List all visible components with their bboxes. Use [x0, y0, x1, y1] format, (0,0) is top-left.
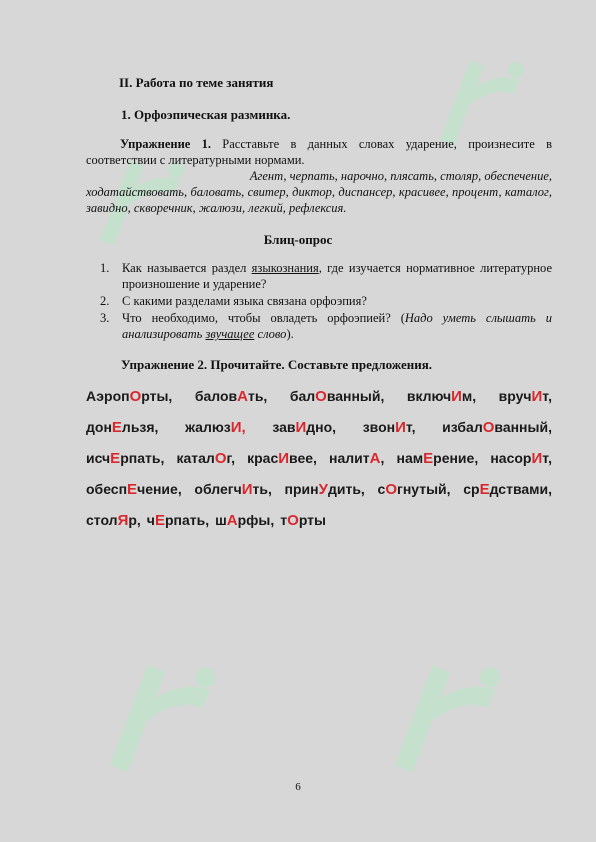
- word-part: жалюз: [185, 419, 231, 435]
- stressed-word: [285, 481, 365, 498]
- exercise-1-words-rest: ходатайствовать, баловать, свитер, диктор, диспансер, красивее, процент, каталог, завидно, скворечник, жалюзи, легкий, рефлексия.: [86, 185, 552, 215]
- blitz-title: Блиц-опрос: [263, 232, 333, 247]
- word-part: гнутый,: [396, 481, 451, 497]
- word-part: ,: [380, 450, 385, 466]
- question-item: [100, 260, 552, 292]
- stressed-word: [215, 512, 274, 529]
- stressed-word: [280, 512, 326, 529]
- stressed-word: [195, 388, 268, 405]
- stressed-vowel: Я: [117, 512, 129, 529]
- exercise-1: [86, 136, 552, 216]
- question-text: С какими разделами языка связана орфоэпия?: [122, 294, 367, 308]
- exercise-1-words-first: Агент, черпать, нарочно, плясать, столяр, обеспечение,: [249, 169, 552, 183]
- word-part: крас: [247, 450, 279, 466]
- stressed-word: [329, 450, 384, 467]
- word-part: ср: [463, 481, 480, 497]
- word-part: т,: [542, 388, 552, 404]
- word-part: избал: [442, 419, 483, 435]
- stressed-word: [290, 388, 385, 405]
- exercise-1-words: [86, 168, 552, 216]
- word-part: балов: [194, 388, 238, 404]
- stressed-vowel: И: [295, 419, 307, 436]
- stressed-vowel: О: [482, 419, 495, 436]
- word-part: включ: [406, 388, 452, 404]
- question-text: Как называется раздел: [122, 261, 252, 275]
- word-part: м,: [461, 388, 477, 404]
- stressed-vowel: А: [226, 512, 238, 529]
- word-part: рпать,: [164, 512, 210, 528]
- stressed-word: [463, 481, 552, 498]
- word-part: льзя,: [121, 419, 159, 435]
- stressed-word: [86, 481, 182, 498]
- stressed-vowel: О: [385, 481, 397, 498]
- stress-row: [86, 512, 552, 543]
- stressed-vowel: А: [369, 450, 381, 467]
- stressed-vowel: И: [451, 388, 462, 405]
- stressed-vowel: Е: [111, 419, 122, 436]
- exercise-1-text: Расставьте в данных словах ударение, произнесите в соответствии с литературными нормами.: [86, 137, 552, 167]
- stressed-vowel: И,: [230, 419, 246, 436]
- word-part: т: [280, 512, 288, 528]
- word-part: чение,: [137, 481, 182, 497]
- stress-row: [86, 481, 552, 512]
- word-part: рты: [298, 512, 326, 528]
- stressed-vowel: И: [395, 419, 406, 436]
- stressed-word: [247, 450, 317, 467]
- word-part: дствами,: [489, 481, 552, 497]
- stressed-vowel: И: [241, 481, 253, 498]
- stressed-word: [86, 388, 172, 405]
- stressed-vowel: И: [531, 450, 543, 467]
- word-part: бал: [289, 388, 316, 404]
- page-number: 6: [295, 781, 301, 793]
- word-part: стол: [86, 512, 118, 528]
- word-part: ш: [215, 512, 227, 528]
- word-part: рфы,: [237, 512, 275, 528]
- word-part: р,: [128, 512, 141, 528]
- stressed-word: [147, 512, 209, 529]
- stressed-word: [363, 419, 416, 436]
- stressed-vowel: Е: [127, 481, 138, 498]
- question-text: , где изучается нормативное литературное произношение и ударение?: [122, 261, 552, 291]
- stressed-word: [442, 419, 552, 436]
- word-part: вруч: [498, 388, 532, 404]
- question-text: ).: [286, 327, 294, 341]
- question-italic: слово: [254, 327, 287, 341]
- stressed-word: [378, 481, 451, 498]
- exercise-1-instruction: [86, 136, 552, 168]
- word-part: ванный,: [326, 388, 385, 404]
- question-item: [100, 293, 552, 309]
- word-part: налит: [329, 450, 370, 466]
- watermark-logo-icon: [85, 640, 235, 790]
- question-list: [100, 260, 552, 343]
- question-number: 2.: [100, 294, 110, 308]
- stress-word-list: [86, 388, 552, 543]
- word-part: т,: [542, 450, 552, 466]
- word-part: вее,: [289, 450, 317, 466]
- stressed-word: [176, 450, 235, 467]
- stressed-word: [397, 450, 479, 467]
- word-part: облегч: [194, 481, 242, 497]
- stressed-vowel: О: [315, 388, 327, 405]
- stressed-word: [490, 450, 552, 467]
- stressed-vowel: Е: [479, 481, 490, 498]
- stressed-vowel: О: [287, 512, 299, 529]
- word-part: г,: [226, 450, 235, 466]
- word-part: дить,: [327, 481, 365, 497]
- question-number: 1.: [100, 261, 110, 275]
- word-part: звон: [362, 419, 396, 435]
- watermark-logo-icon: [370, 640, 520, 790]
- question-italic: Надо уметь слышать и анализировать: [122, 311, 552, 341]
- stress-row: [86, 450, 552, 481]
- question-text: Что необходимо, чтобы овладеть орфоэпией? (: [122, 311, 405, 325]
- question-number: 3.: [100, 311, 110, 325]
- stressed-vowel: О: [214, 450, 227, 467]
- word-part: ванный,: [494, 419, 552, 435]
- word-part: с: [377, 481, 386, 497]
- word-part: Аэроп: [86, 388, 130, 404]
- section-title: II. Работа по теме занятия: [119, 75, 274, 90]
- stressed-vowel: Е: [154, 512, 165, 529]
- word-part: исч: [86, 450, 111, 466]
- stressed-word: [499, 388, 552, 405]
- word-part: т,: [405, 419, 416, 435]
- exercise-1-label: Упражнение 1.: [120, 137, 211, 151]
- stressed-vowel: А: [237, 388, 248, 405]
- word-part: насор: [490, 450, 532, 466]
- word-part: обесп: [86, 481, 128, 497]
- word-part: ч: [146, 512, 155, 528]
- word-part: зав: [272, 419, 296, 435]
- question-underlined: звучащее: [205, 327, 255, 341]
- stressed-vowel: Е: [423, 450, 434, 467]
- word-part: рение,: [433, 450, 479, 466]
- word-part: ть,: [252, 481, 272, 497]
- stressed-vowel: У: [318, 481, 328, 498]
- word-part: нам: [396, 450, 424, 466]
- word-part: прин: [284, 481, 319, 497]
- word-part: катал: [176, 450, 215, 466]
- stressed-word: [185, 419, 246, 436]
- question-item: [100, 310, 552, 342]
- subsection-title: 1. Орфоэпическая разминка.: [121, 107, 291, 122]
- stress-row: [86, 388, 552, 419]
- stressed-word: [194, 481, 271, 498]
- stressed-vowel: Е: [110, 450, 121, 467]
- exercise-2-title: Упражнение 2. Прочитайте. Составьте предложения.: [121, 357, 433, 372]
- word-part: ть,: [247, 388, 268, 404]
- word-part: дно,: [306, 419, 337, 435]
- stressed-word: [407, 388, 476, 405]
- stressed-vowel: И: [278, 450, 290, 467]
- stressed-vowel: О: [129, 388, 142, 405]
- stress-row: [86, 419, 552, 450]
- stressed-vowel: И: [531, 388, 543, 405]
- stressed-word: [86, 512, 141, 529]
- stressed-word: [86, 419, 158, 436]
- word-part: рпать,: [120, 450, 165, 466]
- question-underlined: языкознания: [251, 261, 319, 275]
- word-part: дон: [86, 419, 112, 435]
- word-part: рты,: [141, 388, 173, 404]
- stressed-word: [86, 450, 164, 467]
- stressed-word: [272, 419, 336, 436]
